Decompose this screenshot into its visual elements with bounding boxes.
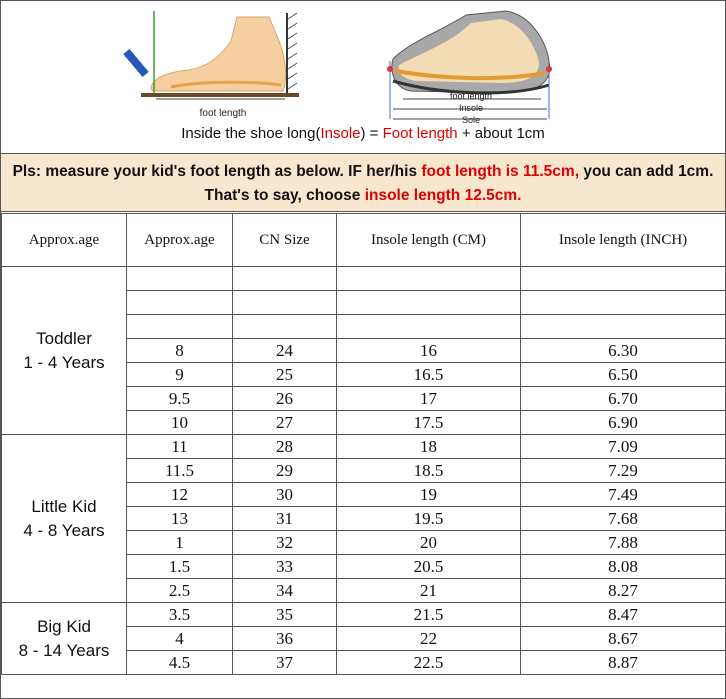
table-row	[2, 603, 726, 627]
cn-size-cell: 36	[233, 627, 337, 651]
notice-red1: foot length is 11.5cm,	[421, 163, 580, 180]
insole-inch-cell: 6.50	[521, 363, 726, 387]
header-insole-inch: Insole length (INCH)	[521, 214, 726, 267]
insole-inch-cell	[521, 315, 726, 339]
insole-cm-cell	[337, 315, 521, 339]
insole-cm-cell: 22	[337, 627, 521, 651]
insole-cm-cell: 19.5	[337, 507, 521, 531]
notice-red2: insole length 12.5cm.	[364, 187, 522, 204]
cn-size-cell: 33	[233, 555, 337, 579]
cn-size-cell: 28	[233, 435, 337, 459]
header-cn-size: CN Size	[233, 214, 337, 267]
cn-size-cell	[233, 291, 337, 315]
cn-size-cell: 37	[233, 651, 337, 675]
insole-inch-cell: 7.88	[521, 531, 726, 555]
left-foot-length-label: foot length	[199, 108, 247, 119]
measure-notice	[1, 153, 725, 212]
approx-age-cell: 8	[127, 339, 233, 363]
age-group-range: 4 - 8 Years	[23, 520, 105, 540]
insole-inch-cell: 6.90	[521, 411, 726, 435]
approx-age-cell	[127, 315, 233, 339]
cn-size-cell: 32	[233, 531, 337, 555]
approx-age-cell: 11.5	[127, 459, 233, 483]
insole-cm-cell: 17	[337, 387, 521, 411]
insole-cm-cell: 16.5	[337, 363, 521, 387]
approx-age-cell: 9	[127, 363, 233, 387]
approx-age-cell: 10	[127, 411, 233, 435]
approx-age-cell: 4.5	[127, 651, 233, 675]
header-approx-age-2: Approx.age	[127, 214, 233, 267]
table-row	[2, 267, 726, 291]
insole-cm-cell	[337, 267, 521, 291]
age-group-range: 8 - 14 Years	[18, 640, 110, 660]
insole-formula-caption	[1, 125, 725, 142]
insole-cm-cell	[337, 291, 521, 315]
insole-inch-cell: 8.87	[521, 651, 726, 675]
cn-size-cell: 26	[233, 387, 337, 411]
right-foot-length-label: foot length	[449, 91, 493, 101]
cn-size-cell	[233, 267, 337, 291]
caption-mid: ) =	[360, 125, 383, 142]
approx-age-cell: 2.5	[127, 579, 233, 603]
caption-prefix: Inside the shoe long(	[181, 125, 321, 142]
header-approx-age-1: Approx.age	[2, 214, 127, 267]
insole-inch-cell: 6.70	[521, 387, 726, 411]
cn-size-cell: 35	[233, 603, 337, 627]
insole-inch-cell	[521, 291, 726, 315]
cn-size-cell: 31	[233, 507, 337, 531]
size-table	[1, 213, 726, 675]
approx-age-cell: 13	[127, 507, 233, 531]
insole-inch-cell: 6.30	[521, 339, 726, 363]
insole-cm-cell: 22.5	[337, 651, 521, 675]
insole-cm-cell: 16	[337, 339, 521, 363]
right-sole-label: Sole	[461, 115, 481, 125]
age-group-cell	[2, 267, 127, 435]
insole-cm-cell: 20	[337, 531, 521, 555]
insole-cm-cell: 19	[337, 483, 521, 507]
table-header-row	[2, 214, 726, 267]
caption-insole: Insole	[320, 125, 361, 142]
insole-inch-cell: 8.27	[521, 579, 726, 603]
insole-inch-cell	[521, 267, 726, 291]
age-group-name: Toddler	[36, 328, 92, 348]
approx-age-cell	[127, 291, 233, 315]
insole-inch-cell: 8.67	[521, 627, 726, 651]
insole-inch-cell: 8.47	[521, 603, 726, 627]
insole-inch-cell: 7.49	[521, 483, 726, 507]
insole-cm-cell: 21	[337, 579, 521, 603]
insole-cm-cell: 17.5	[337, 411, 521, 435]
right-insole-label: Insole	[458, 103, 484, 113]
insole-cm-cell: 20.5	[337, 555, 521, 579]
cn-size-cell: 34	[233, 579, 337, 603]
age-group-cell	[2, 435, 127, 603]
approx-age-cell: 9.5	[127, 387, 233, 411]
caption-suffix: + about 1cm	[457, 125, 545, 142]
age-group-cell	[2, 603, 127, 675]
insole-cm-cell: 18.5	[337, 459, 521, 483]
approx-age-cell: 4	[127, 627, 233, 651]
age-group-name: Big Kid	[37, 616, 91, 636]
notice-part1: Pls: measure your kid's foot length as below. IF her/his	[12, 163, 422, 180]
cn-size-cell: 30	[233, 483, 337, 507]
approx-age-cell: 11	[127, 435, 233, 459]
age-group-name: Little Kid	[31, 496, 97, 516]
approx-age-cell: 1	[127, 531, 233, 555]
cn-size-cell: 24	[233, 339, 337, 363]
insole-inch-cell: 7.68	[521, 507, 726, 531]
cn-size-cell	[233, 315, 337, 339]
insole-inch-cell: 8.08	[521, 555, 726, 579]
header-insole-cm: Insole length (CM)	[337, 214, 521, 267]
age-group-range: 1 - 4 Years	[23, 352, 105, 372]
insole-inch-cell: 7.09	[521, 435, 726, 459]
approx-age-cell: 12	[127, 483, 233, 507]
approx-age-cell: 1.5	[127, 555, 233, 579]
insole-cm-cell: 21.5	[337, 603, 521, 627]
cn-size-cell: 27	[233, 411, 337, 435]
insole-inch-cell: 7.29	[521, 459, 726, 483]
table-row	[2, 435, 726, 459]
insole-cm-cell: 18	[337, 435, 521, 459]
foot-measure-left-drawing	[123, 11, 299, 99]
caption-foot-length: Foot length	[382, 125, 458, 142]
notice-part2: you can add 1cm. That's to say, choose	[204, 163, 714, 204]
approx-age-cell	[127, 267, 233, 291]
cn-size-cell: 29	[233, 459, 337, 483]
cn-size-cell: 25	[233, 363, 337, 387]
approx-age-cell: 3.5	[127, 603, 233, 627]
